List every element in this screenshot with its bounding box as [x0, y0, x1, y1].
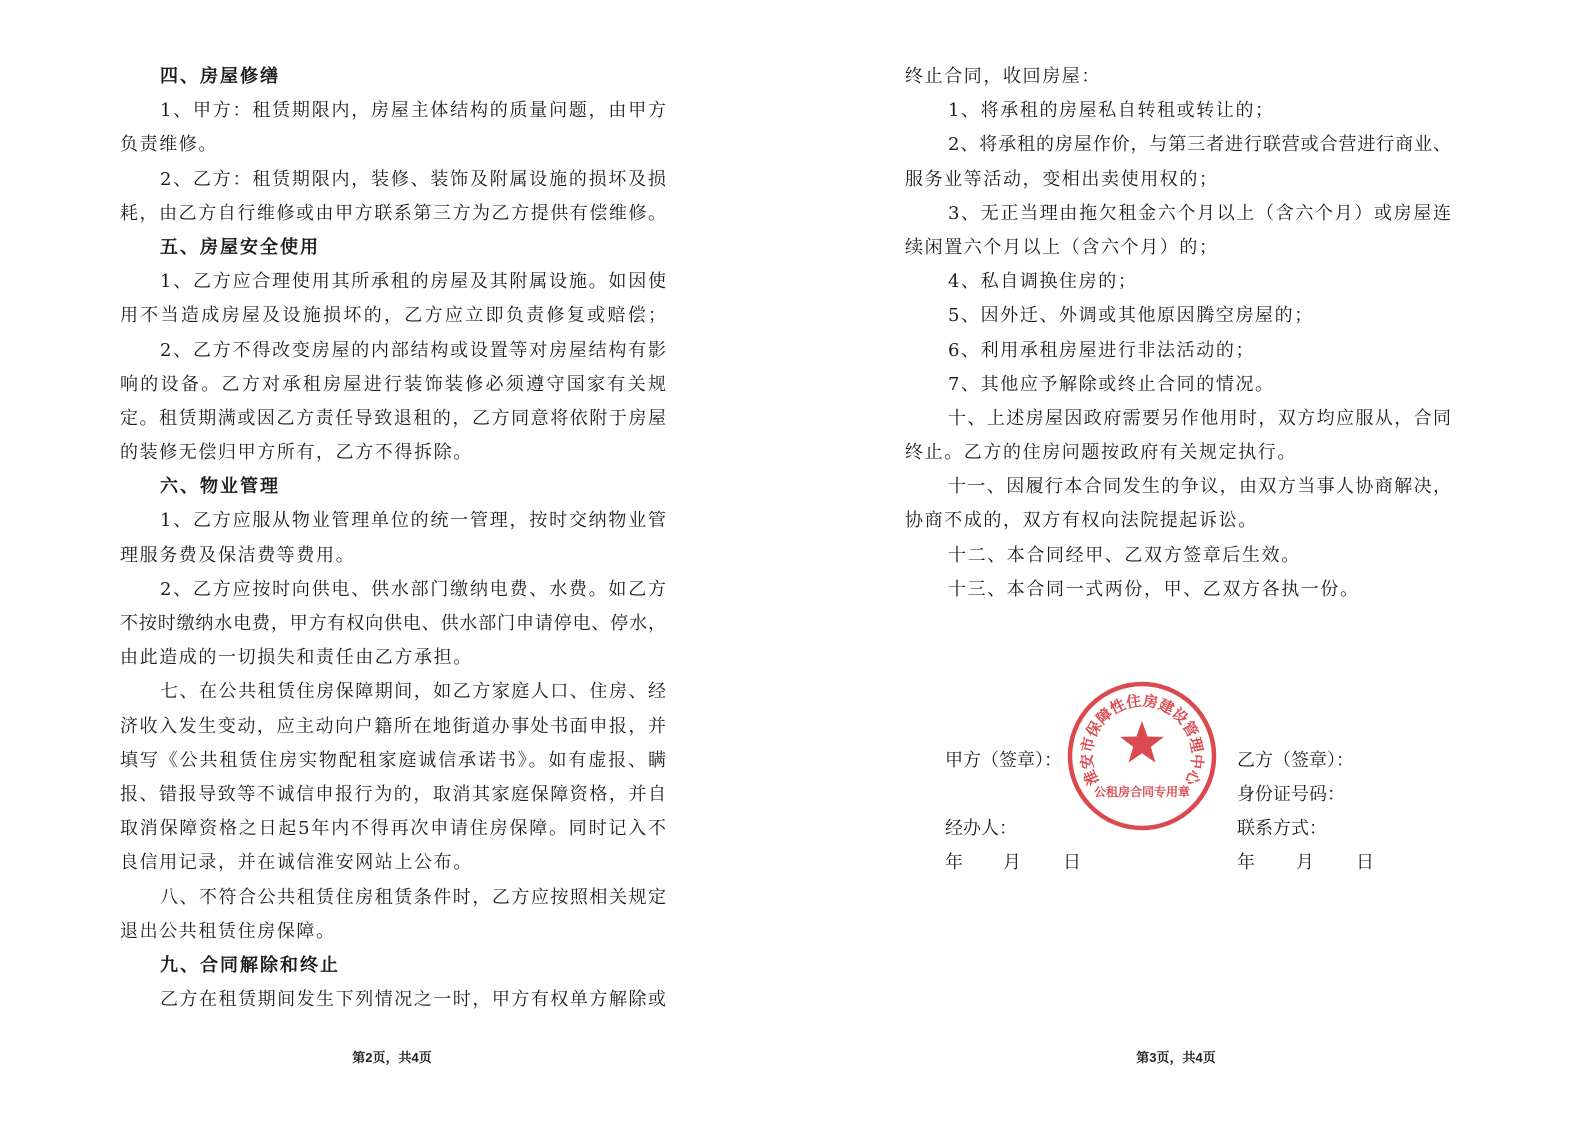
paragraph — [120, 573, 666, 676]
page-2-footer: 第2页，共4页 — [352, 1050, 432, 1065]
text-line: 1、甲方：租赁期限内，房屋主体结构的质量问题，由甲方 — [160, 100, 666, 122]
paragraph — [120, 881, 666, 949]
text-line: 5、因外迁、外调或其他原因腾空房屋的； — [948, 305, 1314, 327]
text-line: 七、在公共租赁住房保障期间，如乙方家庭人口、住房、经 — [160, 681, 666, 703]
text-line: 理服务费及保洁费等费用。 — [120, 544, 356, 566]
paragraph — [120, 334, 666, 471]
text-line: 不按时缴纳水电费，甲方有权向供电、供水部门申请停电、停水， — [120, 613, 666, 634]
list-item — [905, 299, 1451, 333]
party-a-date-day: 日 — [1063, 852, 1081, 873]
text-line: 2、乙方：租赁期限内，装修、装饰及附属设施的损坏及损 — [160, 168, 666, 190]
heading-text: 五、房屋安全使用 — [160, 236, 320, 258]
heading-text: 九、合同解除和终止 — [160, 954, 340, 976]
paragraph — [120, 94, 666, 162]
text-line: 续闲置六个月以上（含六个月）的； — [905, 236, 1219, 258]
text-line: 定。租赁期满或因乙方责任导致退租的，乙方同意将依附于房屋 — [120, 407, 666, 429]
paragraph — [905, 539, 1451, 573]
text-line: 协商不成的，双方有权向法院提起诉讼。 — [905, 510, 1258, 532]
seal-org-path-text: 淮安市保障性住房建设管理中心 — [1077, 691, 1207, 789]
text-line: 的装修无偿归甲方所有，乙方不得拆除。 — [120, 442, 473, 464]
text-line: 十、上述房屋因政府需要另作他用时，双方均应服从，合同 — [948, 407, 1451, 429]
party-b-date-day: 日 — [1356, 852, 1374, 873]
text-line: 1、乙方应服从物业管理单位的统一管理，按时交纳物业管 — [160, 510, 666, 532]
text-line: 1、乙方应合理使用其所承租的房屋及其附属设施。如因使 — [160, 271, 666, 293]
paragraph — [905, 470, 1451, 538]
party-b-date-month: 月 — [1296, 852, 1314, 873]
paragraph — [120, 163, 666, 231]
text-line: 响的设备。乙方对承租房屋进行装饰装修必须遵守国家有关规 — [120, 373, 666, 395]
text-line: 2、将承租的房屋作价，与第三者进行联营或合营进行商业、 — [948, 134, 1451, 156]
text-line: 终止。乙方的住房问题按政府有关规定执行。 — [905, 442, 1297, 464]
text-line: 6、利用承租房屋进行非法活动的； — [948, 339, 1256, 361]
party-b-id-label: 身份证号码： — [1237, 784, 1345, 805]
page-2-body — [120, 60, 666, 1017]
heading-text: 六、物业管理 — [160, 476, 280, 498]
text-line: 4、私自调换住房的； — [948, 271, 1138, 293]
party-a-seal-label: 甲方（签章）： — [945, 750, 1062, 771]
text-line: 由此造成的一切损失和责任由乙方承担。 — [120, 647, 473, 669]
section-heading-property-management — [120, 470, 666, 504]
text-line: 济收入发生变动，应主动向户籍所在地街道办事处书面申报，并 — [120, 715, 666, 737]
list-item — [905, 128, 1451, 196]
paragraph — [905, 402, 1451, 470]
text-line: 取消保障资格之日起5年内不得再次申请住房保障。同时记入不 — [120, 818, 666, 840]
text-line: 3、无正当理由拖欠租金六个月以上（含六个月）或房屋连 — [948, 202, 1451, 224]
list-item — [905, 265, 1451, 299]
paragraph — [120, 265, 666, 333]
list-item — [905, 94, 1451, 128]
section-heading-safe-use — [120, 231, 666, 265]
paragraph — [120, 675, 666, 880]
text-line: 十三、本合同一式两份，甲、乙双方各执一份。 — [948, 578, 1360, 600]
text-line: 用不当造成房屋及设施损坏的，乙方应立即负责修复或赔偿； — [120, 305, 666, 327]
page-3-body — [905, 60, 1451, 607]
party-b-contact-label: 联系方式： — [1237, 818, 1327, 839]
star-icon — [1120, 721, 1164, 763]
party-a-date-month: 月 — [1003, 852, 1021, 873]
list-item — [905, 197, 1451, 265]
text-line: 报、错报导致等不诚信申报行为的，取消其家庭保障资格，并自 — [120, 783, 666, 805]
text-line: 退出公共租赁住房保障。 — [120, 920, 336, 942]
text-line: 7、其他应予解除或终止合同的情况。 — [948, 373, 1275, 395]
official-seal — [1066, 680, 1218, 832]
text-line: 1、将承租的房屋私自转租或转让的； — [948, 100, 1275, 122]
party-b-date-year: 年 — [1237, 852, 1255, 873]
party-a-date-year: 年 — [945, 852, 963, 873]
text-line: 负责维修。 — [120, 134, 218, 156]
page-3-footer: 第3页，共4页 — [1136, 1050, 1216, 1065]
section-heading-house-repair — [120, 60, 666, 94]
party-a-handler-label: 经办人： — [945, 818, 1017, 839]
paragraph — [120, 983, 666, 1017]
text-line: 十二、本合同经甲、乙双方签章后生效。 — [948, 544, 1301, 566]
heading-text: 四、房屋修缮 — [160, 66, 280, 87]
list-item — [905, 334, 1451, 368]
text-line: 十一、因履行本合同发生的争议，由双方当事人协商解决， — [948, 476, 1451, 498]
seal-purpose-text: 公租房合同专用章 — [1093, 785, 1191, 799]
text-line: 耗，由乙方自行维修或由甲方联系第三方为乙方提供有偿维修。 — [120, 202, 666, 224]
text-line: 服务业等活动，变相出卖使用权的； — [905, 168, 1219, 190]
paragraph — [905, 60, 1451, 94]
text-line: 八、不符合公共租赁住房租赁条件时，乙方应按照相关规定 — [160, 886, 666, 908]
party-b-seal-label: 乙方（签章）： — [1237, 750, 1354, 771]
paragraph — [120, 504, 666, 572]
list-item — [905, 368, 1451, 402]
section-heading-termination — [120, 949, 666, 983]
paragraph — [905, 573, 1451, 607]
text-line: 2、乙方不得改变房屋的内部结构或设置等对房屋结构有影 — [160, 339, 666, 361]
text-line: 终止合同，收回房屋： — [905, 66, 1101, 87]
text-line: 填写《公共租赁住房实物配租家庭诚信承诺书》。如有虚报、瞒 — [120, 749, 666, 771]
text-line: 良信用记录，并在诚信淮安网站上公布。 — [120, 852, 473, 874]
text-line: 乙方在租赁期间发生下列情况之一时，甲方有权单方解除或 — [160, 989, 666, 1011]
text-line: 2、乙方应按时向供电、供水部门缴纳电费、水费。如乙方 — [160, 578, 666, 600]
